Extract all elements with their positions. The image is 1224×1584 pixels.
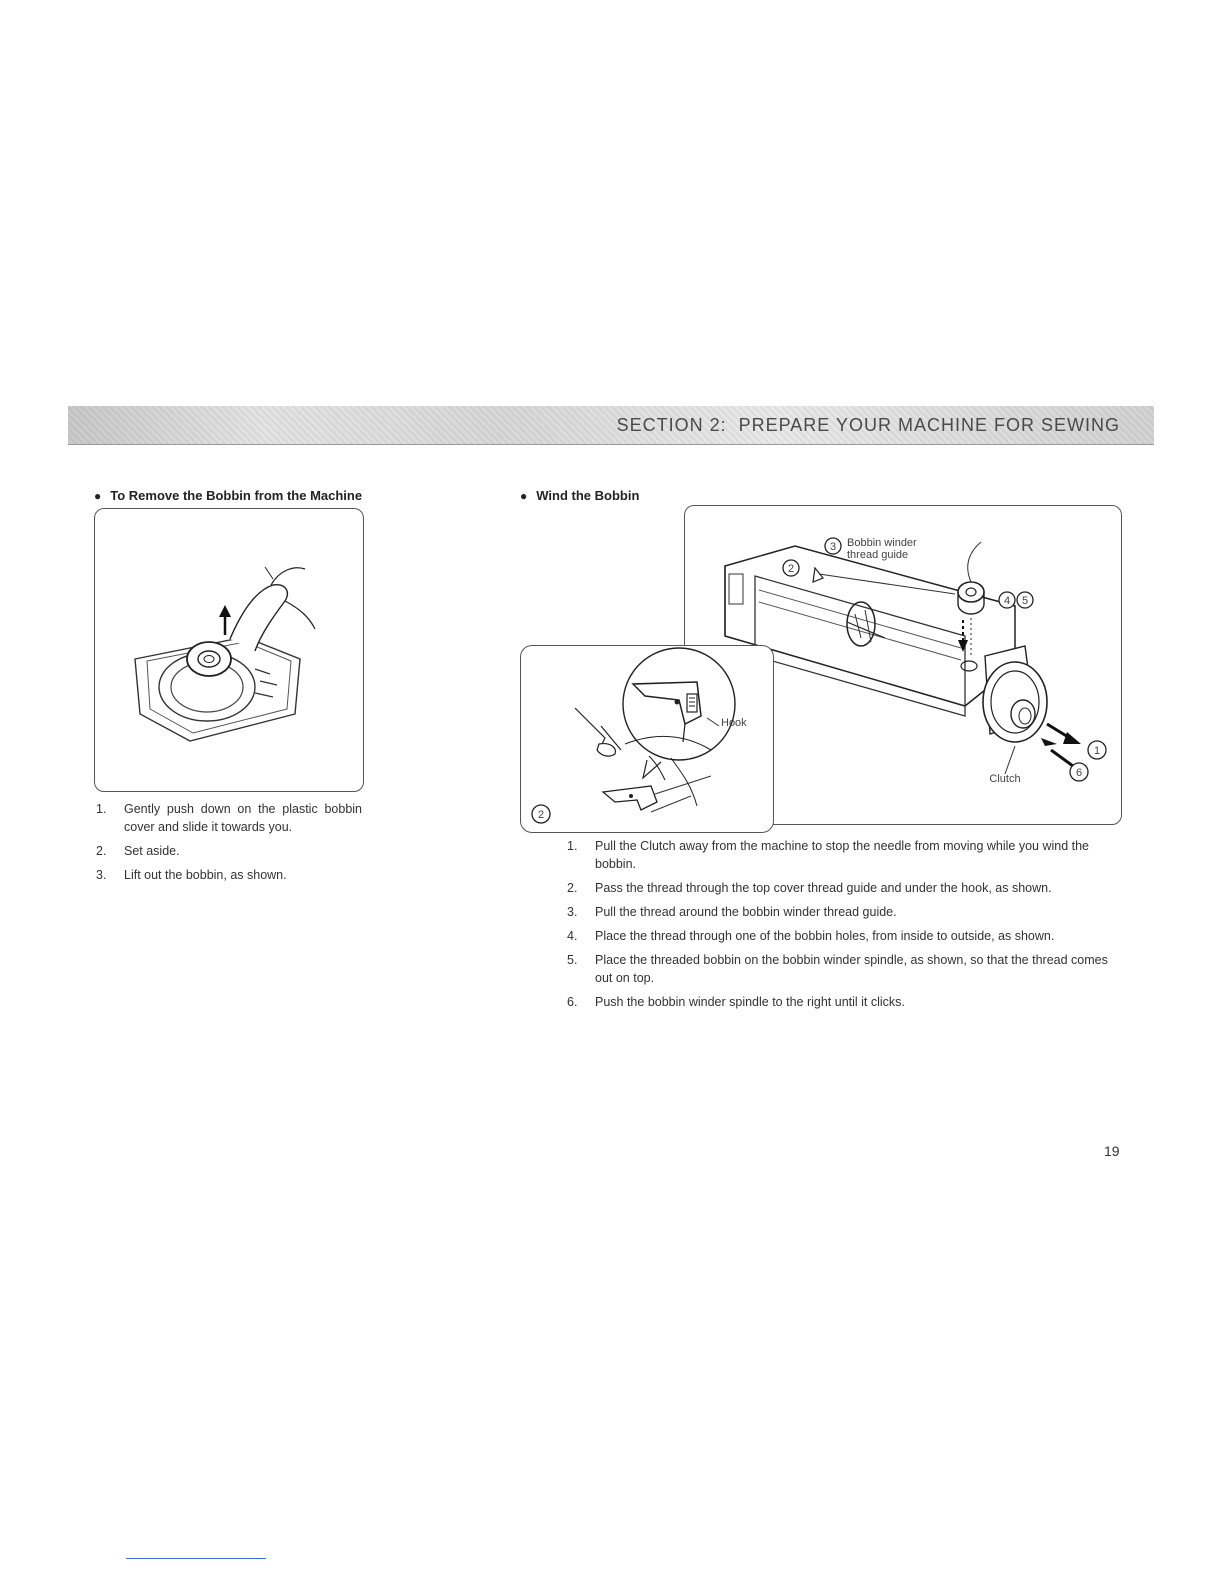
step-number: 3.	[96, 868, 107, 882]
list-item	[567, 993, 1120, 1011]
step-text: Pass the thread through the top cover thread guide and under the hook, as shown.	[595, 881, 1052, 895]
hook-inset-figure	[520, 645, 774, 833]
step-text: Place the thread through one of the bobbin holes, from inside to outside, as shown.	[595, 929, 1055, 943]
step-number: 4.	[567, 929, 578, 943]
callout-5: 5	[1021, 595, 1029, 607]
left-steps-list	[96, 800, 362, 890]
step-text: Gently push down on the plastic bobbin cover and slide it towards you.	[124, 802, 362, 834]
inset-callout-2: 2	[537, 809, 545, 821]
step-text: Pull the thread around the bobbin winder thread guide.	[595, 905, 897, 919]
section-title: SECTION 2: PREPARE YOUR MACHINE FOR SEWING	[616, 415, 1120, 435]
step-number: 3.	[567, 905, 578, 919]
right-heading-text: Wind the Bobbin	[536, 488, 640, 503]
list-item	[96, 800, 362, 836]
step-text: Push the bobbin winder spindle to the right until it clicks.	[595, 995, 905, 1009]
footnote-rule	[126, 1558, 266, 1559]
step-text: Pull the Clutch away from the machine to stop the needle from moving while you wind the bobbin.	[595, 839, 1090, 871]
list-item	[567, 951, 1120, 987]
bobbin-removal-figure	[94, 508, 364, 792]
left-heading-text: To Remove the Bobbin from the Machine	[110, 488, 363, 503]
page-number: 19	[1104, 1143, 1120, 1159]
list-item	[567, 879, 1120, 897]
list-item	[567, 903, 1120, 921]
bobbin-removal-illustration	[95, 509, 363, 791]
callout-6: 6	[1075, 767, 1083, 779]
left-section-heading	[94, 488, 362, 503]
hook-label: Hook	[721, 717, 747, 729]
callout-3: 3	[829, 541, 837, 553]
step-number: 2.	[567, 881, 578, 895]
bullet-icon: ●	[520, 489, 528, 503]
step-number: 2.	[96, 844, 107, 858]
list-item	[96, 842, 362, 860]
list-item	[567, 837, 1120, 873]
right-steps-list	[567, 837, 1120, 1017]
step-text: Lift out the bobbin, as shown.	[124, 868, 287, 882]
step-number: 5.	[567, 953, 578, 967]
step-number: 1.	[567, 839, 578, 853]
bobbin-winder-guide-label-2: thread guide	[847, 549, 909, 561]
list-item	[96, 866, 362, 884]
bullet-icon: ●	[94, 489, 102, 503]
step-number: 1.	[96, 802, 107, 816]
hook-inset-illustration	[521, 646, 773, 832]
callout-1: 1	[1093, 745, 1101, 757]
callout-4: 4	[1003, 595, 1011, 607]
step-text: Place the threaded bobbin on the bobbin winder spindle, as shown, so that the thread comes out on top.	[595, 953, 1108, 985]
section-header-band	[68, 406, 1154, 445]
clutch-label: Clutch	[989, 773, 1021, 785]
right-section-heading	[520, 488, 639, 503]
list-item	[567, 927, 1120, 945]
step-text: Set aside.	[124, 844, 180, 858]
callout-2: 2	[787, 563, 795, 575]
step-number: 6.	[567, 995, 578, 1009]
bobbin-winder-guide-label: Bobbin winder	[847, 537, 917, 549]
